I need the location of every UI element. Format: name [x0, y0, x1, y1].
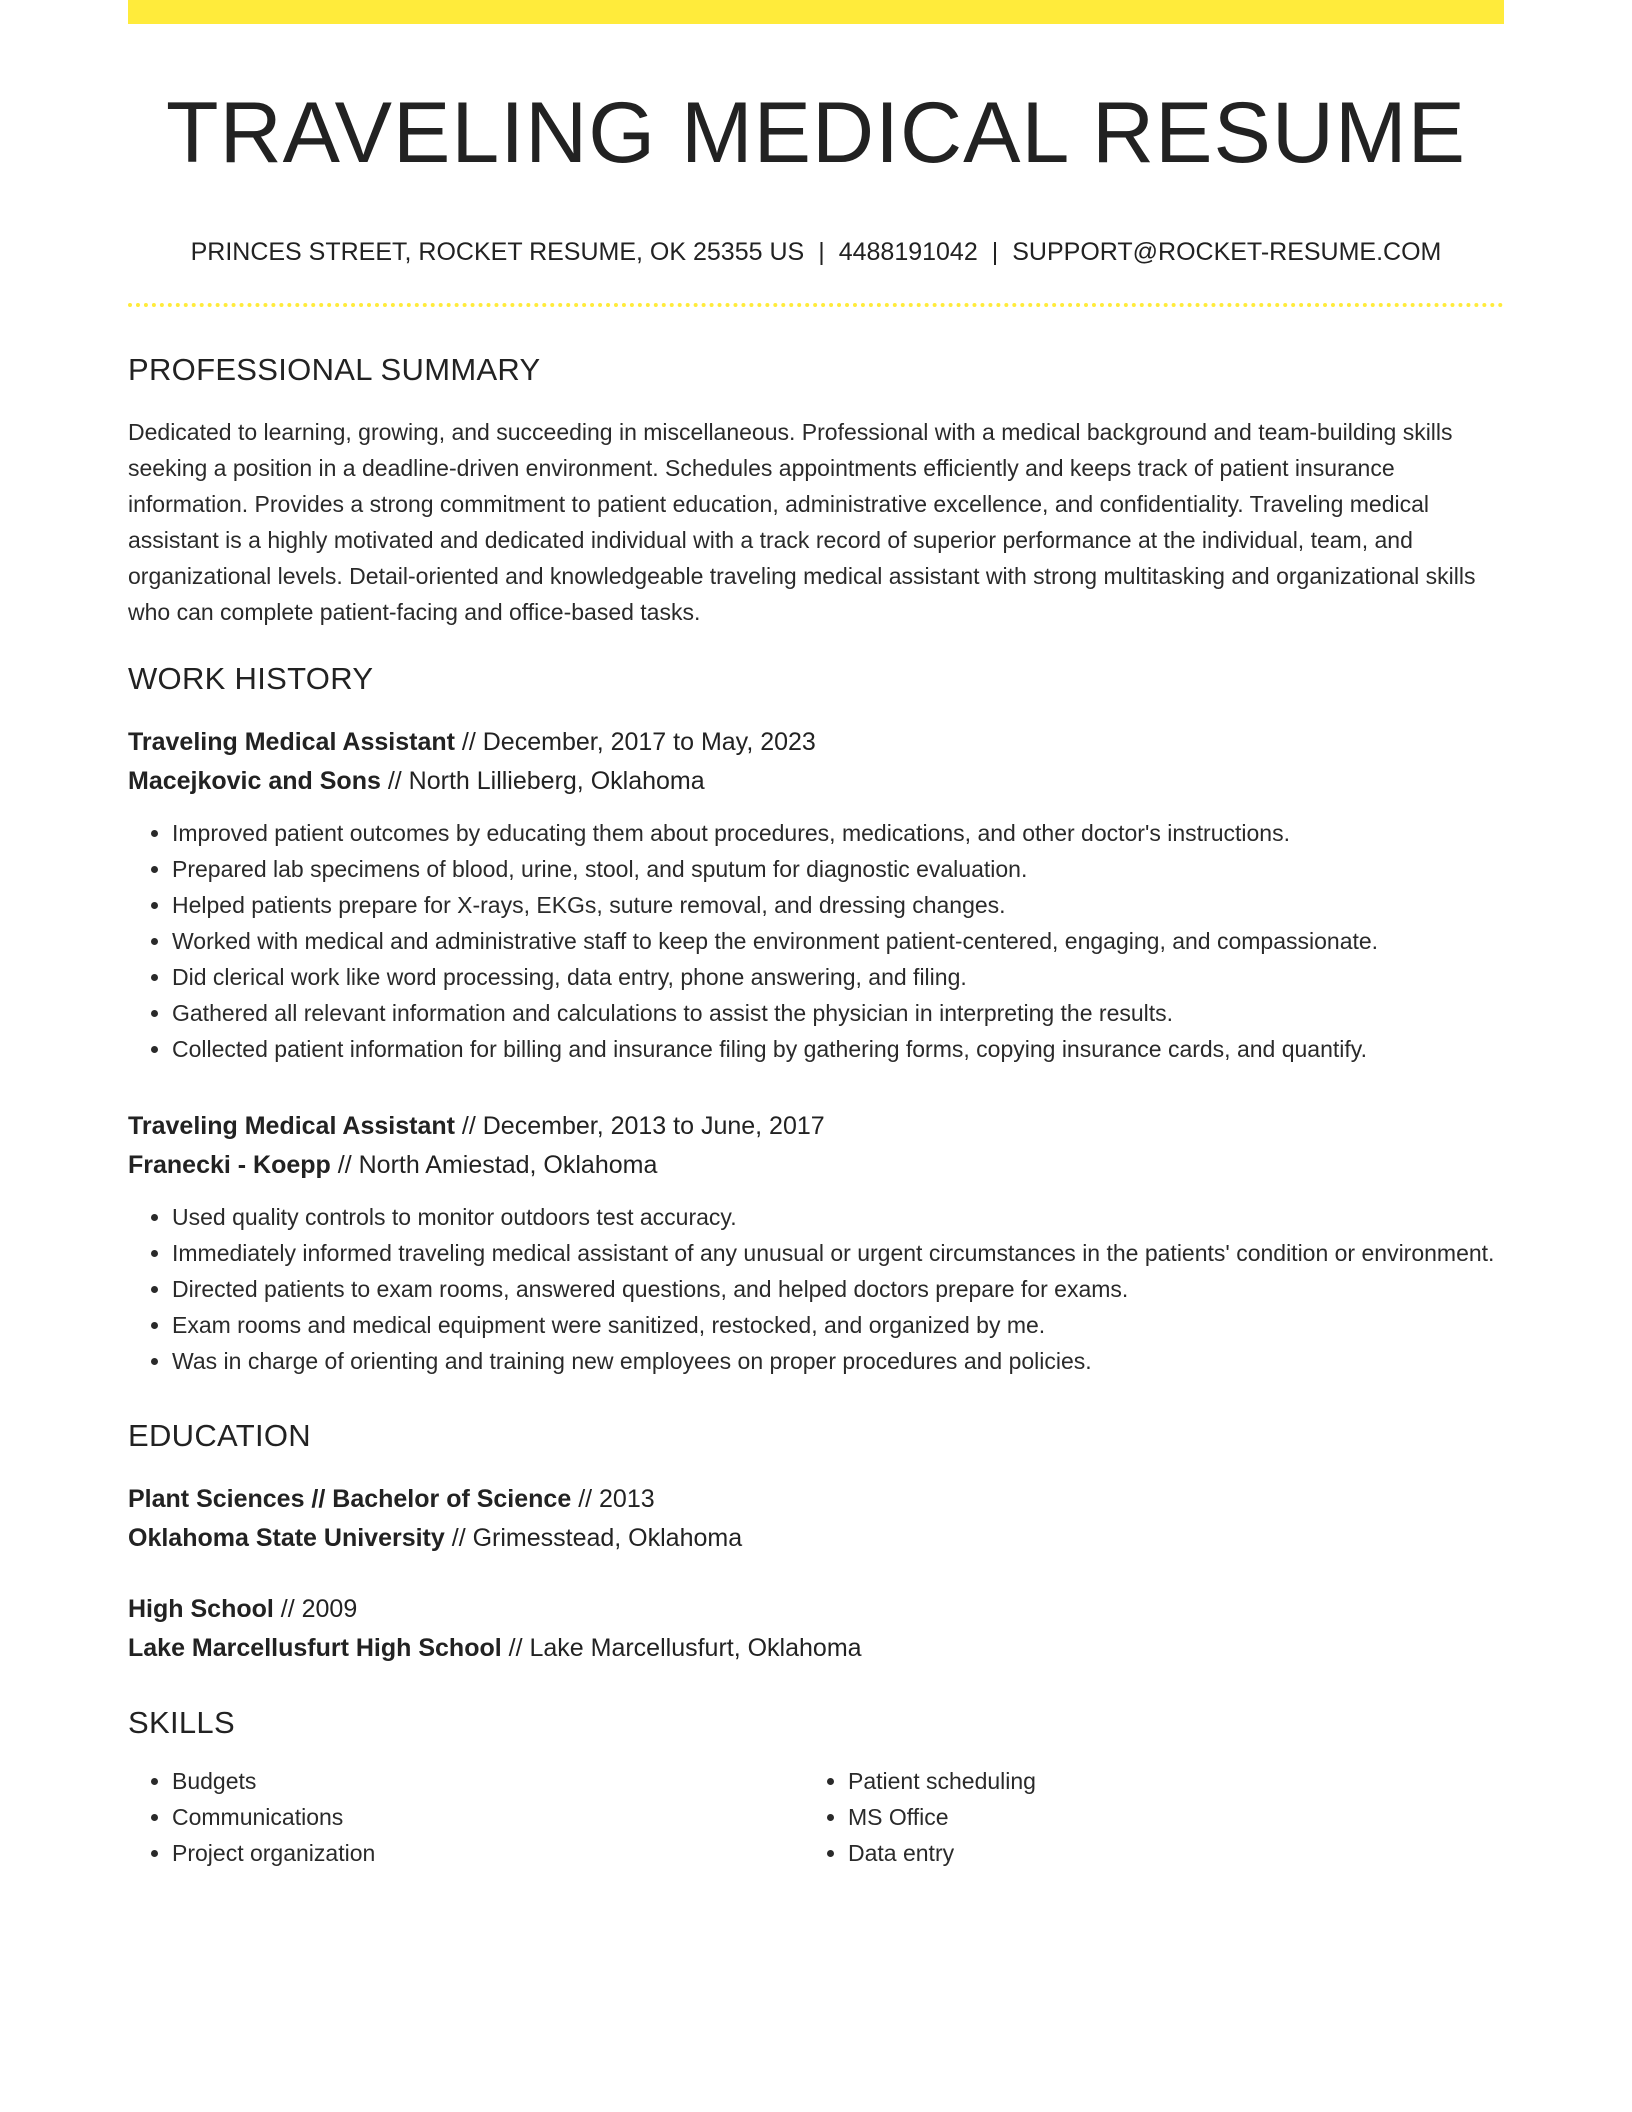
- job-role: Traveling Medical Assistant: [128, 727, 455, 756]
- education-school-line: [128, 1519, 1504, 1558]
- job-company-line: [128, 762, 1504, 801]
- list-item: • MS Office: [848, 1799, 1480, 1835]
- job-location: // North Lillieberg, Oklahoma: [380, 766, 705, 795]
- list-item: • Data entry: [848, 1835, 1480, 1871]
- education-degree: Plant Sciences // Bachelor of Science: [128, 1485, 572, 1514]
- contact-address: PRINCES STREET, ROCKET RESUME, OK 25355 US: [190, 237, 805, 266]
- list-item: • Improved patient outcomes by educating them about procedures, medications, and other doctor's instructions.: [172, 815, 1504, 851]
- job-location: // North Amiestad, Oklahoma: [330, 1150, 658, 1179]
- list-item: • Prepared lab specimens of blood, urine, stool, and sputum for diagnostic evaluation.: [172, 851, 1504, 887]
- resume-title: TRAVELING MEDICAL RESUME: [166, 85, 1466, 181]
- education-year: // 2013: [571, 1485, 655, 1514]
- summary-text: Dedicated to learning, growing, and succeeding in miscellaneous. Professional with a medical background and team-building skills seeking a position in a deadline-driven environment. Schedules appointments efficiently and keeps track of patient insurance information. Provides a strong commitment to patient education, administrative excellence, and confidentiality. Traveling medical assistant is a highly motivated and dedicated individual with a track record of superior performance at the individual, team, and organizational levels. Detail-oriented and knowledgeable traveling medical assistant with strong multitasking and organizational skills who can complete patient-facing and office-based tasks.: [128, 418, 1476, 625]
- job-bullets: [128, 1199, 1504, 1379]
- contact-phone: 4488191042: [838, 237, 978, 266]
- list-item: • Communications: [172, 1799, 804, 1835]
- resume-page: [128, 0, 1504, 1871]
- list-item: • Used quality controls to monitor outdoors test accuracy.: [172, 1199, 1504, 1235]
- job-entry: [128, 1107, 1504, 1379]
- list-item: • Budgets: [172, 1763, 804, 1799]
- section-title-skills: SKILLS: [128, 1705, 235, 1741]
- list-item: • Project organization: [172, 1835, 804, 1871]
- education-school-line: [128, 1629, 1504, 1668]
- contact-separator: |: [818, 237, 825, 266]
- skills-column-right: [804, 1763, 1480, 1871]
- education-location: // Lake Marcellusfurt, Oklahoma: [501, 1634, 862, 1663]
- education-school: Oklahoma State University: [128, 1524, 445, 1553]
- contact-separator: |: [991, 237, 999, 266]
- education-degree-line: [128, 1480, 1504, 1519]
- job-bullets: [128, 815, 1504, 1067]
- section-title-education: EDUCATION: [128, 1417, 311, 1453]
- job-company: Franecki - Koepp: [128, 1150, 331, 1179]
- job-dates: // December, 2013 to June, 2017: [454, 1111, 825, 1140]
- education-year: // 2009: [273, 1595, 358, 1624]
- job-entry: [128, 723, 1504, 1067]
- job-role: Traveling Medical Assistant: [128, 1111, 455, 1140]
- list-item: • Collected patient information for billing and insurance filing by gathering forms, copying insurance cards, and quantify.: [172, 1031, 1504, 1067]
- skills-grid: [128, 1763, 1504, 1871]
- job-role-line: [128, 723, 1504, 762]
- skills-column-left: [128, 1763, 804, 1871]
- education-degree-line: [128, 1590, 1504, 1629]
- job-role-line: [128, 1107, 1504, 1146]
- section-title-work-history: WORK HISTORY: [128, 660, 374, 696]
- list-item: • Was in charge of orienting and training new employees on proper procedures and policies.: [172, 1343, 1504, 1379]
- list-item: • Gathered all relevant information and calculations to assist the physician in interpreting the results.: [172, 995, 1504, 1031]
- list-item: • Worked with medical and administrative staff to keep the environment patient-centered, engaging, and compassionate.: [172, 923, 1504, 959]
- list-item: • Immediately informed traveling medical assistant of any unusual or urgent circumstances in the patients' condition or environment.: [172, 1235, 1504, 1271]
- list-item: • Did clerical work like word processing, data entry, phone answering, and filing.: [172, 959, 1504, 995]
- list-item: • Patient scheduling: [848, 1763, 1480, 1799]
- accent-top-bar: [128, 0, 1504, 24]
- dotted-divider: [128, 303, 1504, 307]
- education-entry: [128, 1590, 1504, 1668]
- education-degree: High School: [128, 1595, 274, 1624]
- contact-email: SUPPORT@ROCKET-RESUME.COM: [1012, 237, 1442, 266]
- list-item: • Directed patients to exam rooms, answered questions, and helped doctors prepare for exams.: [172, 1271, 1504, 1307]
- education-location: // Grimesstead, Oklahoma: [444, 1524, 743, 1553]
- education-entry: [128, 1480, 1504, 1558]
- contact-line: [128, 237, 1504, 267]
- job-company-line: [128, 1146, 1504, 1185]
- job-dates: // December, 2017 to May, 2023: [454, 727, 816, 756]
- section-title-summary: PROFESSIONAL SUMMARY: [128, 351, 541, 387]
- job-company: Macejkovic and Sons: [128, 766, 381, 795]
- list-item: • Helped patients prepare for X-rays, EKGs, suture removal, and dressing changes.: [172, 887, 1504, 923]
- list-item: • Exam rooms and medical equipment were sanitized, restocked, and organized by me.: [172, 1307, 1504, 1343]
- education-school: Lake Marcellusfurt High School: [128, 1634, 502, 1663]
